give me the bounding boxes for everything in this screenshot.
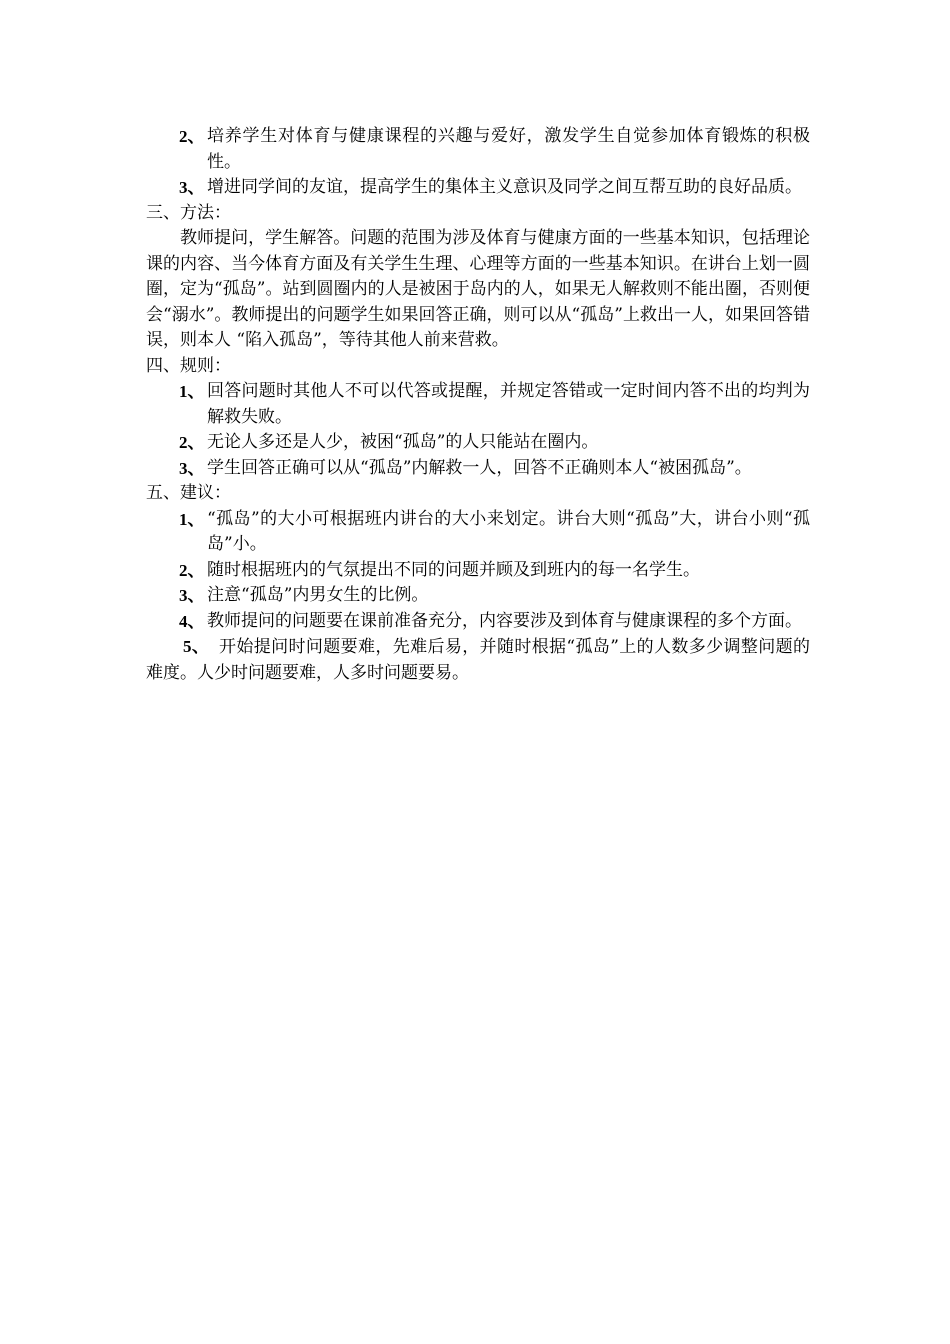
rule-item-3-text: 学生回答正确可以从“孤岛”内解救一人，回答不正确则本人“被困孤岛”。 [207, 457, 752, 478]
goal-item-3 [146, 175, 810, 201]
suggestion-item-4-number: 4、 [179, 611, 205, 631]
suggestion-item-3-number: 3、 [179, 586, 205, 605]
suggestion-item-1-number: 1、 [179, 509, 205, 529]
suggestion-item-2-text: 随时根据班内的气氛提出不同的问题并顾及到班内的每一名学生。 [207, 559, 700, 580]
method-paragraph: 教师提问，学生解答。问题的范围为涉及体育与健康方面的一些基本知识，包括理论课的内容、当今体育方面及有关学生生理、心理等方面的一些基本知识。在讲台上划一圆圈，定为“孤岛”。站到圆圈内的人是被困于岛内的人，如果无人解救则不能出圈，否则便会“溺水”。教师提出的问题学生如果回答正确，则可以从“孤岛”上救出一人，如果回答错误，则本人 “陷入孤岛”，等待其他人前来营救。 [146, 228, 810, 350]
suggestions-heading: 五、建议： [146, 483, 231, 503]
suggestion-item-2 [146, 558, 810, 584]
rule-item-1-text: 回答问题时其他人不可以代答或提醒，并规定答错或一定时间内答不出的均判为解救失败。 [207, 381, 810, 427]
rule-item-3 [146, 456, 810, 482]
goal-item-3-number: 3、 [179, 178, 205, 197]
rule-item-1 [146, 379, 810, 430]
suggestion-item-5-text: 开始提问时问题要难，先难后易，并随时根据“孤岛”上的人数多少调整问题的难度。人少时问题要难，人多时问题要易。 [146, 637, 810, 683]
suggestion-item-3 [146, 583, 810, 609]
suggestion-item-4 [146, 609, 810, 635]
rule-item-2-number: 2、 [179, 433, 205, 452]
suggestion-item-1-text: “孤岛”的大小可根据班内讲台的大小来划定。讲台大则“孤岛”大，讲台小则“孤岛”小。 [207, 508, 810, 554]
goal-item-2-text: 培养学生对体育与健康课程的兴趣与爱好，激发学生自觉参加体育锻炼的积极性。 [207, 126, 810, 172]
suggestion-item-4-text: 教师提问的问题要在课前准备充分，内容要涉及到体育与健康课程的多个方面。 [207, 610, 802, 631]
rule-item-1-number: 1、 [179, 382, 205, 401]
goal-item-2 [146, 124, 810, 175]
method-heading: 三、方法： [146, 202, 231, 223]
suggestion-item-1 [146, 507, 810, 558]
rule-item-2-text: 无论人多还是人少，被困“孤岛”的人只能站在圈内。 [207, 432, 599, 452]
goal-item-2-number: 2、 [179, 127, 205, 146]
rule-item-3-number: 3、 [179, 458, 205, 478]
goal-item-3-text: 增进同学间的友谊，提高学生的集体主义意识及同学之间互帮互助的良好品质。 [207, 177, 802, 197]
suggestion-item-5 [146, 634, 810, 686]
document-page [146, 124, 810, 686]
suggestion-item-3-text: 注意“孤岛”内男女生的比例。 [207, 585, 429, 605]
rule-item-2 [146, 430, 810, 456]
suggestion-item-5-number: 5、 [183, 637, 210, 656]
rules-heading: 四、规则： [146, 355, 231, 376]
suggestion-item-2-number: 2、 [179, 560, 205, 580]
